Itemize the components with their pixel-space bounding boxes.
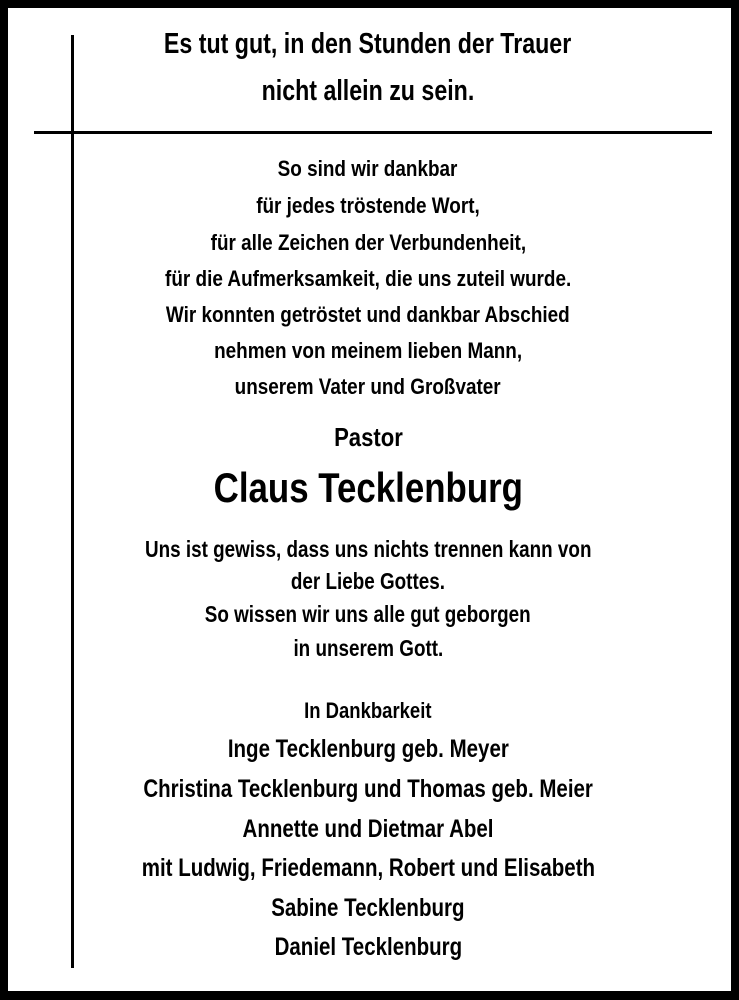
obituary-notice xyxy=(8,8,731,991)
deceased-name: Claus Tecklenburg xyxy=(213,464,523,511)
verse-line: Uns ist gewiss, dass uns nichts trennen kann von xyxy=(144,536,592,562)
verse-line: So wissen wir uns alle gut geborgen xyxy=(205,601,531,627)
family-member: mit Ludwig, Friedemann, Robert und Elisabeth xyxy=(141,854,595,882)
gratitude-line: für jedes tröstende Wort, xyxy=(256,193,480,218)
gratitude-line: für alle Zeichen der Verbundenheit, xyxy=(210,230,526,255)
family-member: Inge Tecklenburg geb. Meyer xyxy=(227,735,509,763)
headline-line-1: Es tut gut, in den Stunden der Trauer xyxy=(164,28,572,60)
verse-line: der Liebe Gottes. xyxy=(290,568,446,594)
family-member: Annette und Dietmar Abel xyxy=(242,815,494,843)
family-member: Daniel Tecklenburg xyxy=(274,933,462,961)
closing-text: In Dankbarkeit xyxy=(304,698,432,723)
gratitude-line: Wir konnten getröstet und dankbar Abschied xyxy=(166,302,570,327)
verse-line: in unserem Gott. xyxy=(293,635,443,661)
gratitude-line: So sind wir dankbar xyxy=(278,156,458,181)
horizontal-rule xyxy=(34,131,712,134)
gratitude-line: für die Aufmerksamkeit, die uns zuteil wurde. xyxy=(164,266,572,291)
family-member: Sabine Tecklenburg xyxy=(271,894,465,922)
gratitude-line: nehmen von meinem lieben Mann, xyxy=(213,338,523,363)
headline-line-2: nicht allein zu sein. xyxy=(261,75,475,107)
family-member: Christina Tecklenburg und Thomas geb. Meier xyxy=(143,775,593,803)
deceased-title: Pastor xyxy=(333,422,403,452)
gratitude-line: unserem Vater und Großvater xyxy=(234,374,502,399)
